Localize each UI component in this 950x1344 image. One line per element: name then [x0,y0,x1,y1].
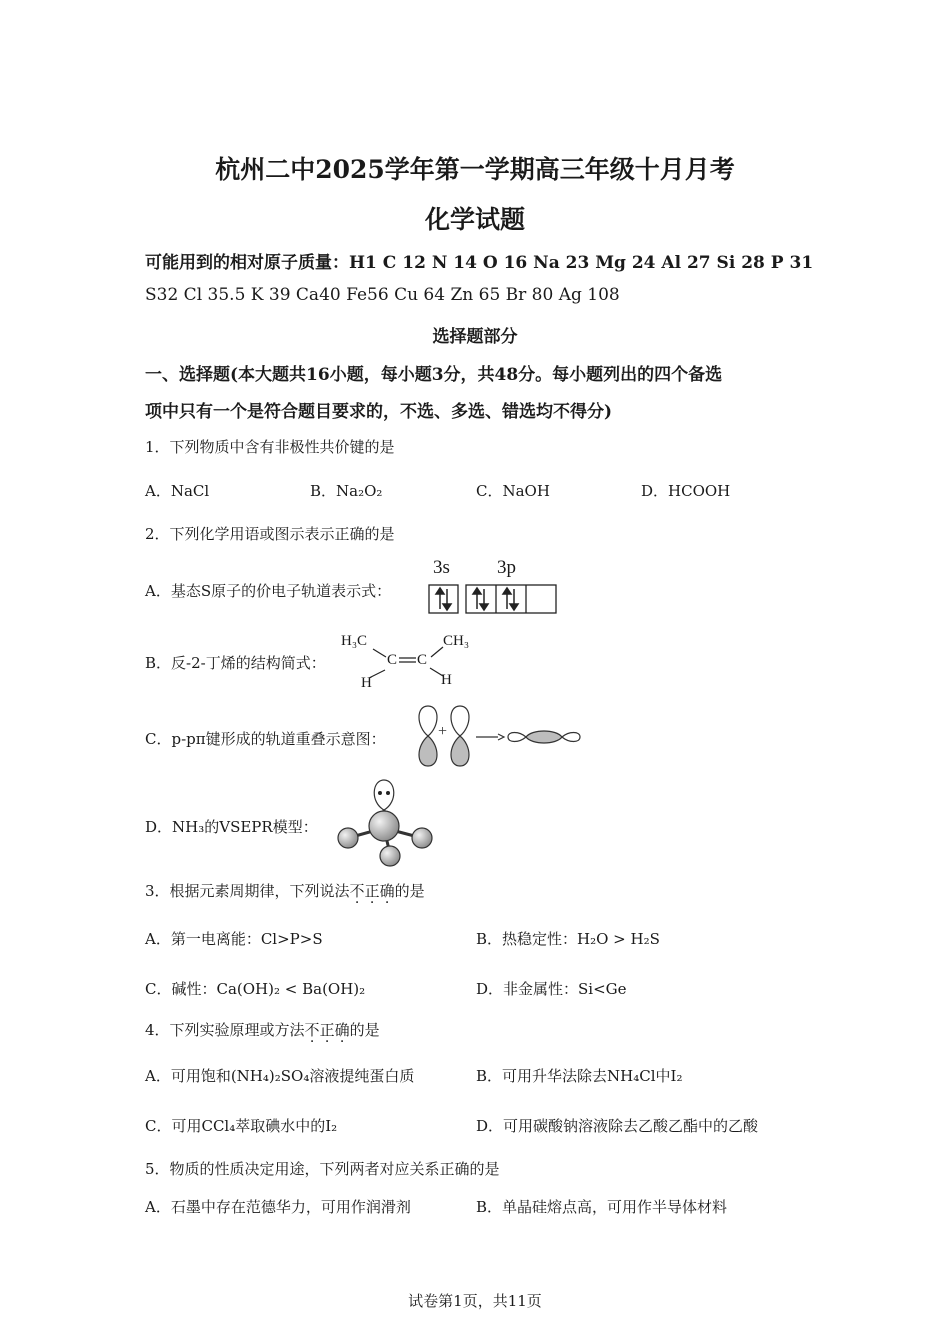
q2-option-a: A．基态S原子的价电子轨道表示式： [145,582,392,600]
struct-ch3: CH₃ [443,633,470,649]
q1-option-b: B．Na₂O₂ [310,482,383,500]
q2-option-d: D．NH₃的VSEPR模型： [145,818,318,836]
q1-option-d: D．HCOOH [641,482,731,500]
q5-option-a: A．石墨中存在范德华力，可用作润滑剂 [145,1198,411,1216]
struct-h3c: H₃C [341,633,368,649]
overlap-plus: + [438,723,448,740]
q3-stem: 3．根据元素周期律，下列说法不正确的是 [145,882,425,900]
nh3-vsepr-model [334,776,438,870]
section-heading-line1: 一、选择题(本大题共16小题，每小题3分，共48分。每小题列出的四个备选 [145,365,723,385]
q4-emphasis: 不正确 [304,1021,350,1039]
q4-stem: 4．下列实验原理或方法不正确的是 [145,1021,380,1039]
struct-h2: H [441,672,452,688]
q3-emphasis: 不正确 [349,882,395,900]
orbital-3s-label: 3s [433,557,450,578]
trans-2-butene-bonds [340,630,480,690]
q1-option-a: A．NaCl [145,482,210,500]
part-title: 选择题部分 [432,327,518,347]
exam-subtitle: 化学试题 [424,205,525,234]
q2-option-c: C．p-pπ键形成的轨道重叠示意图： [145,730,386,748]
orbital-diagram [428,584,558,614]
section-heading-line2: 项中只有一个是符合题目要求的，不选、多选、错选均不得分) [145,402,613,422]
q4-option-a: A．可用饱和(NH₄)₂SO₄溶液提纯蛋白质 [145,1067,415,1085]
q4-option-c: C．可用CCl₄萃取碘水中的I₂ [145,1117,338,1135]
q1-b-formula: Na₂O₂ [336,482,383,500]
q4-option-b: B．可用升华法除去NH₄Cl中I₂ [476,1067,683,1085]
atomic-mass-line1: 可能用到的相对原子质量：H1 C 12 N 14 O 16 Na 23 Mg 24 Al 27 Si 28 P 31 [145,253,814,273]
q1-option-c: C．NaOH [476,482,550,500]
exam-title: 杭州二中2025学年第一学期高三年级十月月考 [215,155,735,184]
atomic-mass-line2: S32 Cl 35.5 K 39 Ca40 Fe56 Cu 64 Zn 65 Br 80 Ag 108 [145,285,620,305]
struct-c2: C [417,652,428,668]
q4-option-d: D．可用碳酸钠溶液除去乙酸乙酯中的乙酸 [476,1117,759,1135]
q2-option-b: B．反-2-丁烯的结构简式： [145,654,326,672]
struct-c1: C [387,652,398,668]
q3-option-b: B．热稳定性：H₂O > H₂S [476,930,660,948]
q3-option-a: A．第一电离能：Cl>P>S [145,930,323,948]
q1-stem: 1．下列物质中含有非极性共价键的是 [145,438,395,456]
q5-option-b: B．单晶硅熔点高，可用作半导体材料 [476,1198,728,1216]
q3-option-c: C．碱性：Ca(OH)₂ < Ba(OH)₂ [145,980,366,998]
page-footer: 试卷第1页，共11页 [408,1292,542,1310]
orbital-3p-label: 3p [497,557,516,578]
struct-h1: H [361,675,372,691]
q3-option-d: D．非金属性：Si<Ge [476,980,627,998]
q5-stem: 5．物质的性质决定用途，下列两者对应关系正确的是 [145,1160,500,1178]
q2-stem: 2．下列化学用语或图示表示正确的是 [145,525,395,543]
